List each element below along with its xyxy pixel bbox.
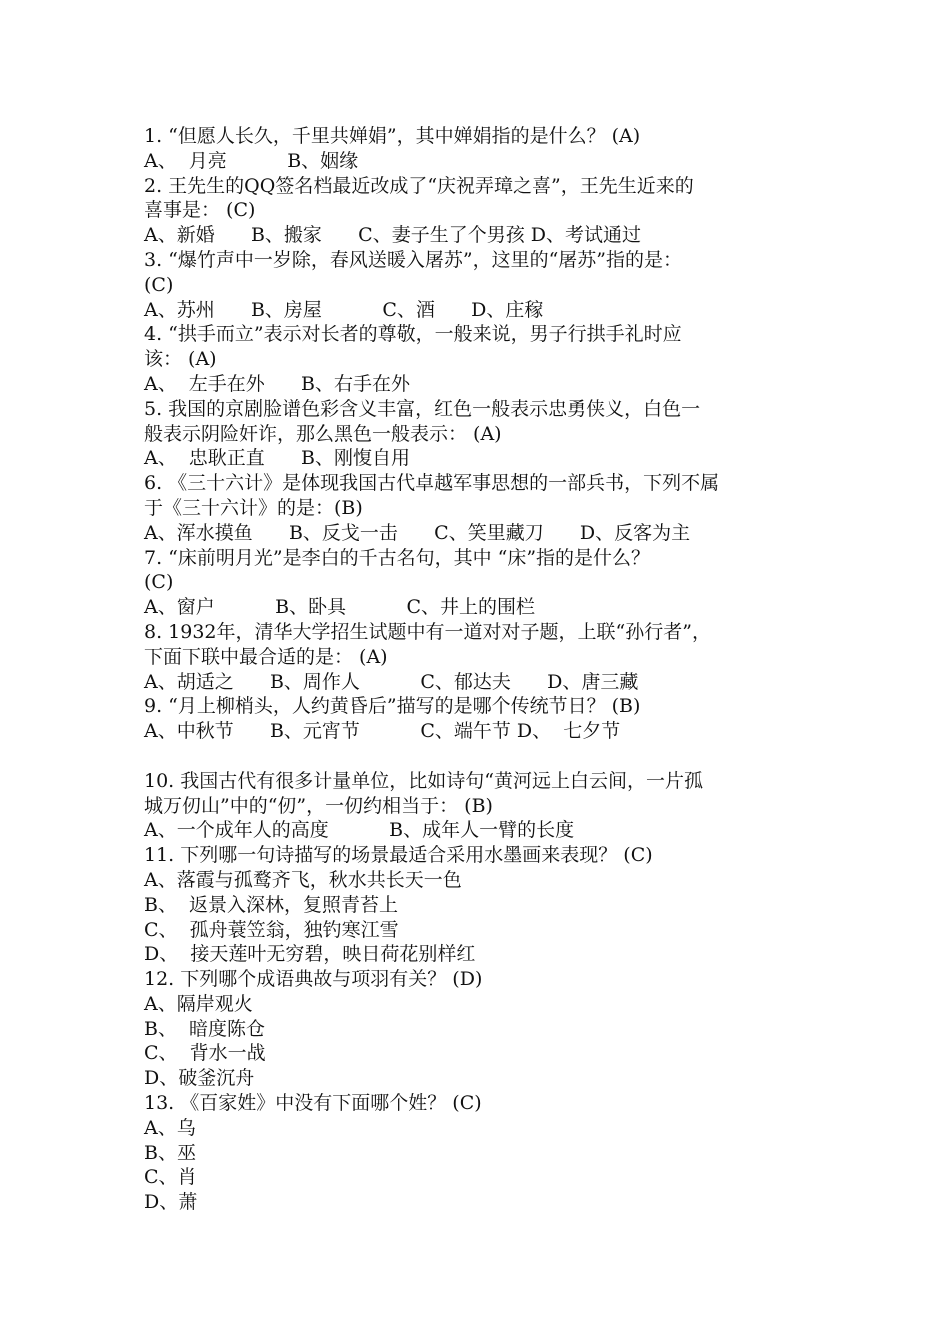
document-page: [144, 124, 814, 1215]
text-line: A、隔岸观火: [144, 992, 253, 1015]
text-line: (C): [144, 273, 174, 296]
text-line: A、乌: [144, 1116, 196, 1139]
blank-line: [144, 744, 814, 769]
text-line: 8. 1932年，清华大学招生试题中有一道对对子题，上联“孙行者”，: [144, 620, 711, 643]
text-line: A、 月亮 B、姻缘: [144, 149, 359, 172]
text-line: 3. “爆竹声中一岁除，春风送暖入屠苏”，这里的“屠苏”指的是：: [144, 248, 683, 271]
text-line: D、破釜沉舟: [144, 1067, 255, 1090]
text-line: 9. “月上柳梢头，人约黄昏后”描写的是哪个传统节日？ (B): [144, 695, 641, 718]
text-line: A、苏州 B、房屋 C、酒 D、庄稼: [144, 298, 544, 321]
text-line: 下面下联中最合适的是： (A): [144, 645, 388, 668]
text-line: 于《三十六计》的是：(B): [144, 496, 363, 519]
text-line: D、萧: [144, 1191, 198, 1214]
text-line: 喜事是： (C): [144, 199, 256, 222]
text-line: A、窗户 B、卧具 C、井上的围栏: [144, 596, 536, 619]
text-line: 该： (A): [144, 348, 217, 371]
text-line: 4. “拱手而立”表示对长者的尊敬，一般来说，男子行拱手礼时应: [144, 323, 682, 346]
text-line: 般表示阴险奸诈，那么黑色一般表示： (A): [144, 422, 502, 445]
text-line: B、 暗度陈仓: [144, 1017, 266, 1040]
text-line: 7. “床前明月光”是李白的千古名句，其中 “床”指的是什么？: [144, 546, 651, 569]
text-line: 11. 下列哪一句诗描写的场景最适合采用水墨画来表现？ (C): [144, 844, 653, 867]
text-line: 城万仞山”中的“仞”，一仞约相当于： (B): [144, 794, 493, 817]
text-line: 1. “但愿人长久，千里共婵娟”，其中婵娟指的是什么？ (A): [144, 125, 641, 147]
text-line: A、胡适之 B、周作人 C、郁达夫 D、唐三藏: [144, 670, 639, 693]
text-line: C、肖: [144, 1166, 197, 1189]
text-line: B、巫: [144, 1141, 196, 1164]
text-line: 2. 王先生的QQ签名档最近改成了“庆祝弄璋之喜”，王先生近来的: [144, 174, 694, 197]
text-line: (C): [144, 571, 174, 594]
text-line: B、 返景入深林，复照青苔上: [144, 893, 399, 916]
text-line: A、一个成年人的高度 B、成年人一臂的长度: [144, 819, 575, 842]
text-line: 12. 下列哪个成语典故与项羽有关？ (D): [144, 968, 483, 991]
text-line: A、中秋节 B、元宵节 C、端午节 D、 七夕节: [144, 720, 621, 743]
text-line: A、 左手在外 B、右手在外: [144, 372, 411, 395]
text-line: 6. 《三十六计》是体现我国古代卓越军事思想的一部兵书，下列不属: [144, 472, 720, 495]
text-line: 13. 《百家姓》中没有下面哪个姓？ (C): [144, 1092, 482, 1115]
text-line: 5. 我国的京剧脸谱色彩含义丰富，红色一般表示忠勇侠义，白色一: [144, 397, 701, 420]
text-line: 10. 我国古代有很多计量单位，比如诗句“黄河远上白云间，一片孤: [144, 769, 703, 792]
text-line: A、 忠耿正直 B、刚愎自用: [144, 447, 411, 470]
text-line: D、 接天莲叶无穷碧，映日荷花别样红: [144, 943, 476, 966]
text-line: A、落霞与孤鹜齐飞，秋水共长天一色: [144, 868, 462, 891]
text-line: A、新婚 B、搬家 C、妻子生了个男孩 D、考试通过: [144, 224, 641, 247]
text-line: C、 背水一战: [144, 1042, 266, 1065]
text-line: C、 孤舟蓑笠翁，独钓寒江雪: [144, 918, 399, 941]
text-line: A、浑水摸鱼 B、反戈一击 C、笑里藏刀 D、反客为主: [144, 521, 691, 544]
